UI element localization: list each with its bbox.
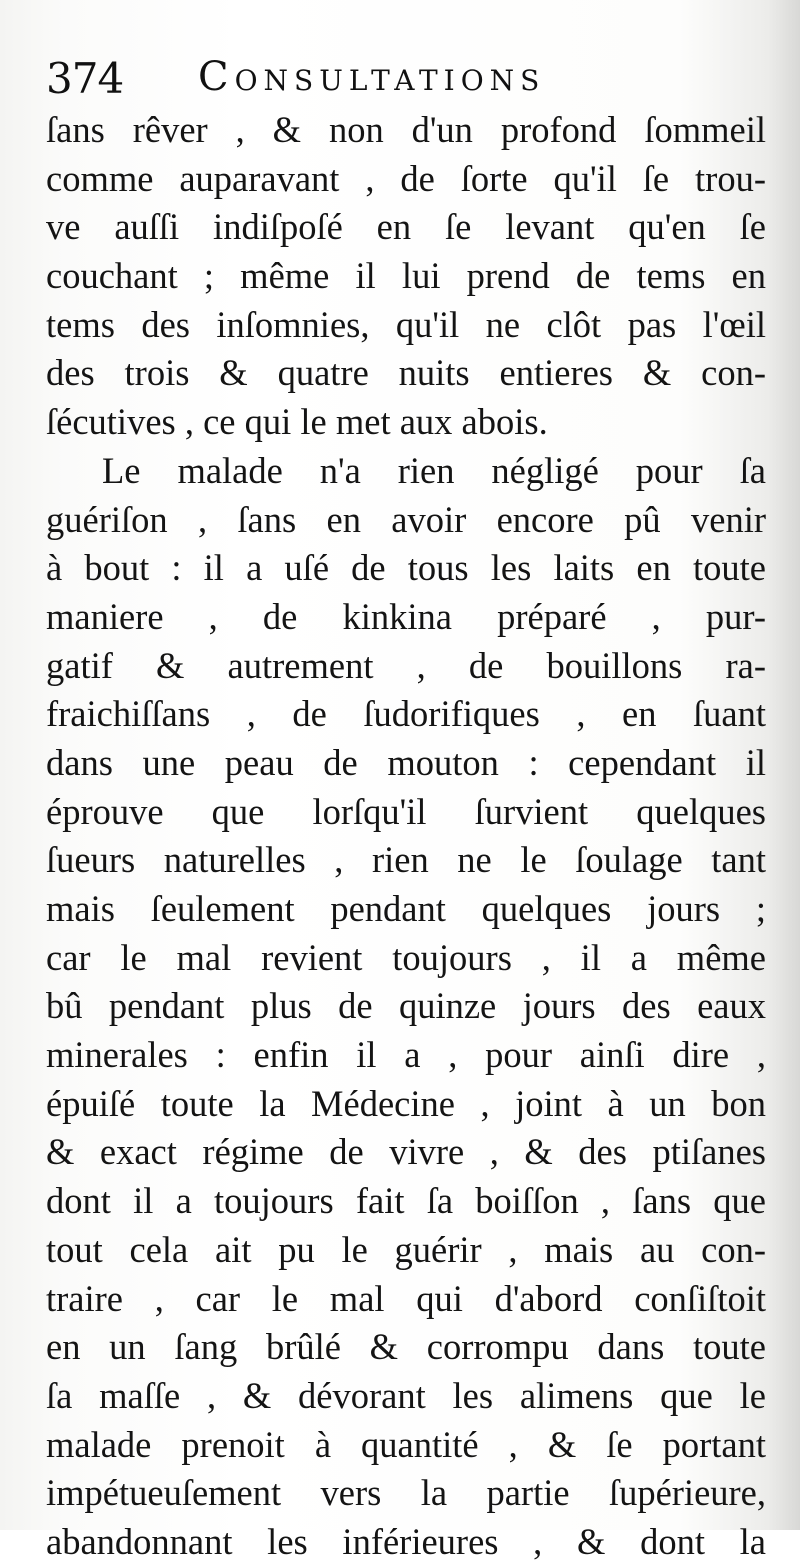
text-line: dont il a toujours fait ſa boiſſon , ſans que [46, 1180, 766, 1222]
text-line: ſa maſſe , & dévorant les alimens que le [46, 1374, 766, 1416]
text-line: bû pendant plus de quinze jours des eaux [46, 985, 766, 1027]
text-line: dans une peau de mouton : cependant il [46, 741, 766, 783]
text-line: malade prenoit à quantité , & ſe portant [46, 1423, 766, 1465]
text-line: tout cela ait pu le guérir , mais au con- [46, 1228, 766, 1270]
text-line: épuiſé toute la Médecine , joint à un bon [46, 1082, 766, 1124]
text-line: à bout : il a uſé de tous les laits en toute [46, 547, 766, 589]
text-line: maniere , de kinkina préparé , pur- [46, 595, 766, 637]
text-line: tems des inſomnies, qu'il ne clôt pas l'œil [46, 303, 766, 345]
text-line: en un ſang brûlé & corrompu dans toute [46, 1326, 766, 1368]
text-line: minerales : enfin il a , pour ainſi dire , [46, 1034, 766, 1076]
text-line: des trois & quatre nuits entieres & con- [46, 352, 766, 394]
text-line: impétueuſement vers la partie ſupérieure, [46, 1472, 766, 1514]
text-line: guériſon , ſans en avoir encore pû venir [46, 498, 766, 540]
text-line: mais ſeulement pendant quelques jours ; [46, 888, 766, 929]
page-number: 374 [46, 54, 124, 103]
text-line: & exact régime de vivre , & des ptiſanes [46, 1131, 766, 1173]
body-text [46, 106, 766, 1567]
text-line: ſueurs naturelles , rien ne le ſoulage tant [46, 839, 766, 881]
text-line: comme auparavant , de ſorte qu'il ſe trou- [46, 157, 766, 199]
page-header [46, 50, 766, 102]
text-line: ſans rêver , & non d'un profond ſommeil [46, 109, 766, 150]
text-line: éprouve que lorſqu'il ſurvient quelques [46, 790, 766, 832]
text-line: gatif & autrement , de bouillons ra- [46, 644, 766, 686]
paragraph-start-line: Le malade n'a rien négligé pour ſa [102, 449, 766, 491]
text-line: couchant ; même il lui prend de tems en [46, 255, 766, 297]
text-line: car le mal revient toujours , il a même [46, 936, 766, 978]
text-line: ſécutives , ce qui le met aux abois. [46, 401, 548, 443]
text-line: ve auſſi indiſpoſé en ſe levant qu'en ſe [46, 206, 766, 248]
running-title: Consultations [198, 54, 546, 100]
text-line: abandonnant les inférieures , & dont la [46, 1520, 766, 1562]
text-line: fraichiſſans , de ſudorifiques , en ſuant [46, 693, 766, 735]
text-line: traire , car le mal qui d'abord conſiſtoit [46, 1277, 766, 1319]
